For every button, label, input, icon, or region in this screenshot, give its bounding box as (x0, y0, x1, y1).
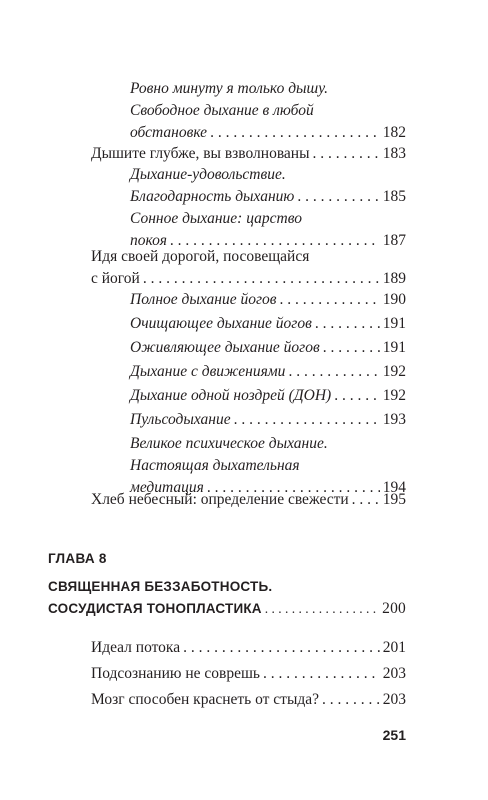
page-number: 191 (382, 315, 406, 332)
toc-entry (130, 409, 406, 431)
toc-entry (130, 313, 406, 335)
toc-entry-line: Дыхание одной ноздрей (ДОН) (130, 387, 332, 404)
toc-entry-last-line (130, 361, 406, 383)
toc-entry-line: Подсознанию не соврешь (91, 665, 260, 682)
toc-entry-last-line (91, 143, 406, 165)
chapter-title-last-line (48, 598, 406, 620)
page-folio: 251 (382, 727, 406, 743)
toc-entry-line: Дышите глубже, вы взволнованы (91, 145, 310, 162)
dot-leader (265, 598, 379, 620)
toc-entry-last-line (130, 313, 406, 335)
chapter-label: ГЛАВА 8 (48, 551, 107, 566)
toc-entry-line: Идя своей дорогой, посовещайся (91, 248, 310, 265)
page-number: 201 (382, 639, 406, 656)
dot-leader (210, 122, 380, 144)
toc-entry-last-line (130, 337, 406, 359)
toc-entry (130, 385, 406, 407)
toc-entry-line: покоя (130, 232, 167, 249)
toc-entry (130, 78, 406, 144)
toc-entry (91, 663, 406, 685)
page-number: 187 (382, 232, 406, 249)
toc-entry-line: Благодарность дыханию (130, 188, 295, 205)
dot-leader (352, 489, 380, 511)
toc-entry (91, 143, 406, 165)
toc-entry (130, 361, 406, 383)
page-number: 195 (382, 491, 406, 508)
toc-entry-last-line (91, 663, 406, 685)
chapter-title-line: СВЯЩЕННАЯ БЕЗЗАБОТНОСТЬ. (48, 579, 273, 594)
toc-entry-last-line (91, 489, 406, 511)
toc-entry-last-line (130, 186, 406, 208)
toc-entry-line: с йогой (91, 270, 140, 287)
toc-entry-line: Пульсодыхание (130, 411, 231, 428)
dot-leader (143, 268, 380, 290)
toc-entry-line: Мозг способен краснеть от стыда? (91, 691, 320, 708)
page-number: 191 (382, 339, 406, 356)
dot-leader (322, 689, 380, 711)
toc-entry (91, 689, 406, 711)
toc-entry-last-line (130, 122, 406, 144)
toc-entry-line: Дыхание-удовольствие. (130, 166, 286, 183)
page-number: 190 (382, 291, 406, 308)
toc-entry (130, 337, 406, 359)
page-number: 189 (382, 270, 406, 287)
toc-entry (130, 164, 406, 208)
toc-entry-line: Сонное дыхание: царство (130, 210, 302, 227)
page-number: 203 (382, 691, 406, 708)
toc-entry-line: Ровно минуту я только дышу. (130, 80, 329, 97)
toc-entry-line: Полное дыхание йогов (130, 291, 277, 308)
toc-entry (130, 289, 406, 311)
toc-entry-line: Хлеб небесный: определение свежести (91, 491, 349, 508)
toc-entry (91, 637, 406, 659)
page-number: 192 (382, 387, 406, 404)
chapter-title-line: СОСУДИСТАЯ ТОНОПЛАСТИКА (48, 601, 262, 616)
dot-leader (334, 385, 380, 407)
toc-entry-line: Великое психическое дыхание. (130, 435, 328, 452)
page-number: 203 (382, 665, 406, 682)
toc-entry-line: Оживляющее дыхание йогов (130, 339, 320, 356)
toc-entry-line: медитация (130, 479, 204, 496)
dot-leader (288, 361, 379, 383)
dot-leader (234, 409, 380, 431)
page-number: 182 (382, 124, 406, 141)
page-number: 200 (382, 600, 406, 617)
toc-entry-line: Очищающее дыхание йогов (130, 315, 312, 332)
page-number: 185 (382, 188, 406, 205)
toc-entry-line: Идеал потока (91, 639, 181, 656)
chapter-title (48, 576, 406, 620)
dot-leader (263, 663, 380, 685)
page-number: 192 (382, 363, 406, 380)
toc-entry (91, 246, 406, 290)
toc-entry (91, 489, 406, 511)
toc-entry-line: Настоящая дыхательная (130, 457, 300, 474)
dot-leader (280, 289, 380, 311)
toc-entry-last-line (91, 268, 406, 290)
toc-entry-last-line (91, 689, 406, 711)
toc-entry-last-line (130, 385, 406, 407)
page-number: 183 (382, 145, 406, 162)
toc-entry-line: Дыхание с движениями (130, 363, 286, 380)
toc-entry-last-line (130, 409, 406, 431)
page-number: 194 (382, 479, 406, 496)
dot-leader (323, 337, 380, 359)
toc-entry-line: Свободное дыхание в любой (130, 102, 314, 119)
toc-entry-line: обстановке (130, 124, 208, 141)
dot-leader (183, 637, 380, 659)
dot-leader (297, 186, 379, 208)
toc-entry-last-line (130, 289, 406, 311)
dot-leader (313, 143, 380, 165)
dot-leader (315, 313, 380, 335)
page-number: 193 (382, 411, 406, 428)
toc-entry-last-line (91, 637, 406, 659)
